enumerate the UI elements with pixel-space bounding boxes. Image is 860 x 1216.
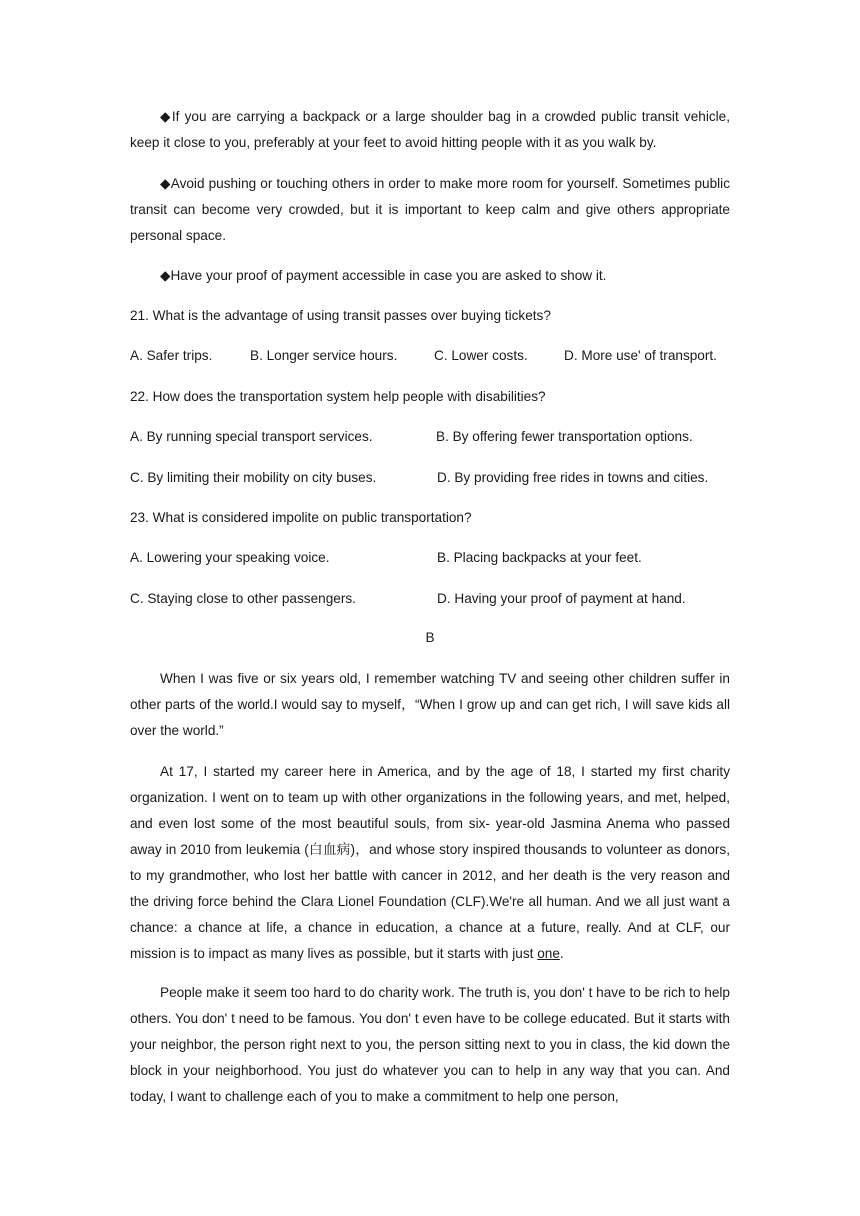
passage-text <box>130 759 730 967</box>
option-b: B. Longer service hours. <box>250 348 398 363</box>
question-22-options-row2 <box>130 468 730 488</box>
underlined-word: one <box>537 946 560 961</box>
question-23-options-row1 <box>130 548 730 568</box>
bullet-paragraph <box>130 104 730 156</box>
option-d: D. By providing free rides in towns and cities. <box>437 470 709 485</box>
option-d: D. Having your proof of payment at hand. <box>437 591 686 606</box>
question-23-stem: 23. What is considered impolite on public transportation? <box>130 510 472 525</box>
question-21-stem: 21. What is the advantage of using transit passes over buying tickets? <box>130 308 551 323</box>
bullet-backpack: ◆If you are carrying a backpack or a large shoulder bag in a crowded public transit vehicle, keep it close to you, preferably at your feet to avoid hitting people with it as you walk by. <box>130 109 730 150</box>
option-b: B. Placing backpacks at your feet. <box>437 550 642 565</box>
question-22-options-row1 <box>130 427 730 447</box>
option-c: C. Staying close to other passengers. <box>130 591 356 606</box>
bullet-paragraph <box>130 263 730 289</box>
chinese-term: 白血病 <box>308 842 351 858</box>
bullet-paragraph <box>130 171 730 249</box>
option-b: B. By offering fewer transportation options. <box>436 429 693 444</box>
option-d: D. More use' of transport. <box>564 348 717 363</box>
passage-paragraph-3 <box>130 980 730 1110</box>
passage-paragraph-1 <box>130 666 730 744</box>
question-22-stem: 22. How does the transportation system help people with disabilities? <box>130 389 546 404</box>
option-a: A. Lowering your speaking voice. <box>130 550 330 565</box>
bullet-personal-space: ◆Avoid pushing or touching others in order to make more room for yourself. Sometimes public transit can become very crowded, but it is important to keep calm and give others appropriate personal space. <box>130 176 730 243</box>
passage-text-part: . <box>559 946 564 961</box>
passage-text: When I was five or six years old, I remember watching TV and seeing other children suffer in other parts of the world.I would say to myself，“When I grow up and can get rich, I will save kids all over the world.” <box>130 671 730 738</box>
option-c: C. By limiting their mobility on city buses. <box>130 470 377 485</box>
passage-text-part: At 17, I started my career here in America, and by the age of 18, I started my first charity organization. I went on to team up with other organizations in the following years, and met, helped, and even lost some of the most beautiful souls, from six- year-old Jasmina Anema who passed away in 2010 from leukemia ( <box>130 764 730 857</box>
option-a: A. By running special transport services. <box>130 429 373 444</box>
question-21-options <box>130 346 730 366</box>
passage-paragraph-2 <box>130 759 730 967</box>
passage-text: People make it seem too hard to do charity work. The truth is, you don' t have to be rich to help others. You don' t need to be famous. You don' t even have to be college educated. But it starts with your neighbor, the person right next to you, the person sitting next to you in class, the kid down the block in your neighborhood. You just do whatever you can to help in any way that you can. And today, I want to challenge each of you to make a commitment to help one person, <box>130 985 730 1104</box>
passage-text-part: )，and whose story inspired thousands to volunteer as donors, to my grandmother, who lost her battle with cancer in 2012, and her death is the very reason and the driving force behind the Clara Lionel Foundation (CLF).We're all human. And we all just want a chance: a chance at life, a chance in education, a chance at a future, really. And at CLF, our mission is to impact as many lives as possible, but it starts with just <box>130 842 730 961</box>
question-23-options-row2 <box>130 589 730 609</box>
bullet-proof-of-payment: ◆Have your proof of payment accessible in case you are asked to show it. <box>160 268 607 283</box>
option-a: A. Safer trips. <box>130 348 213 363</box>
section-label: B <box>425 630 435 645</box>
option-c: C. Lower costs. <box>434 348 528 363</box>
